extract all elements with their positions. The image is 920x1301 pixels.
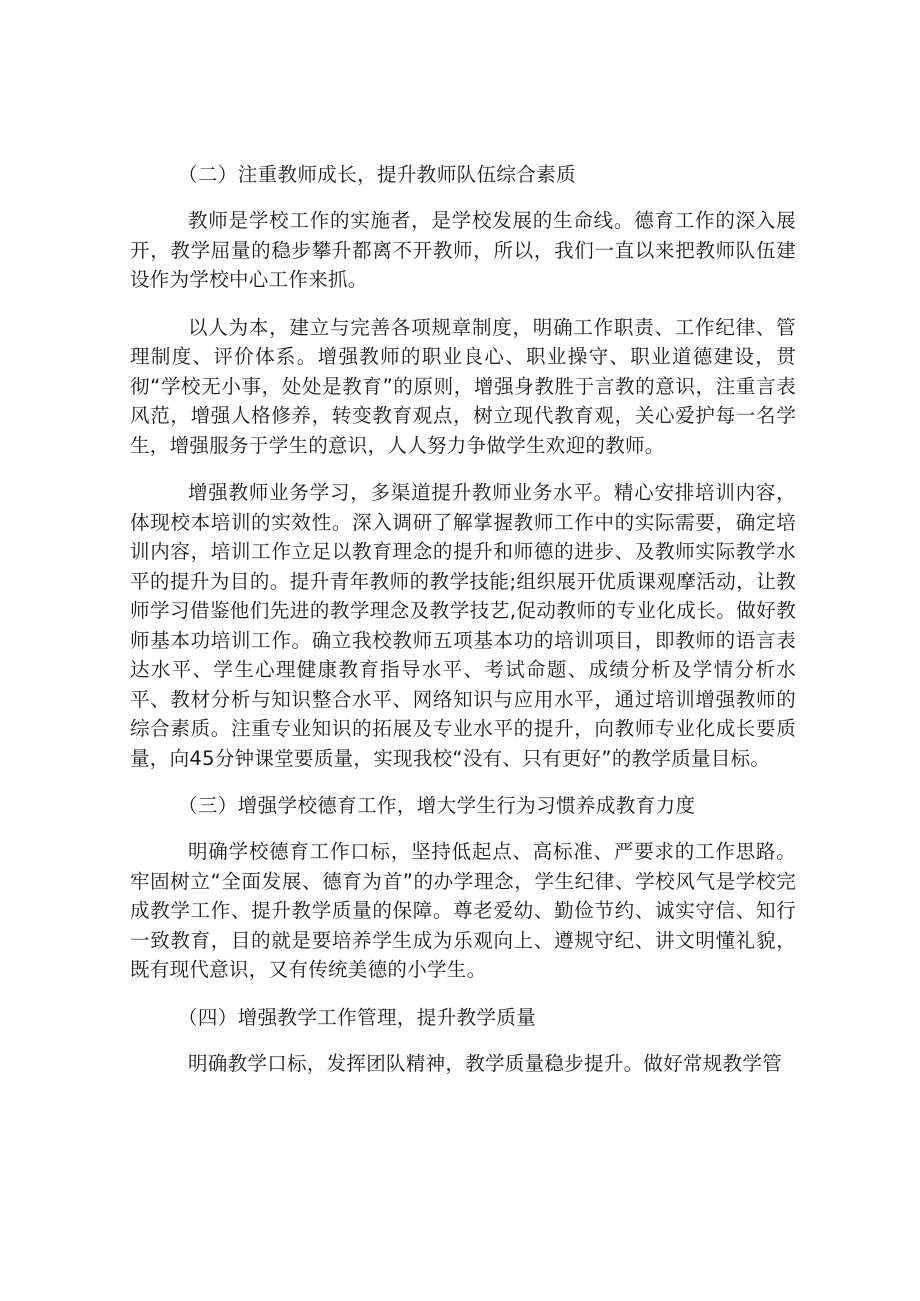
paragraph: 教师是学校工作的实施者，是学校发展的生命线。德育工作的深入展开，教学屈量的稳步攀升都离不开教师，所以，我们一直以来把教师队伍建设作为学校中心工作来抓。 [130, 209, 796, 291]
document-body [130, 160, 796, 1078]
paragraph: 增强教师业务学习，多渠道提升教师业务水平。精心安排培训内容，体现校本培训的实效性。深入调研了解掌握教师工作中的实际需要，确定培训内容，培训工作立足以教育理念的提升和师德的进步、及教师实际教学水平的提升为目的。提升青年教师的教学技能;组织展开优质课观摩活动，让教师学习借鉴他们先进的教学理念及教学技艺,促动教师的专业化成长。做好教师基本功培训工作。确立我校教师五项基本功的培训项目，即教师的语言表达水平、学生心理健康教育指导水平、考试命题、成绩分析及学情分析水平、教材分析与知识整合水平、网络知识与应用水平，通过培训增强教师的综合素质。注重专业知识的拓展及专业水平的提升，向教师专业化成长要质量，向45分钟课堂要质量，实现我校“没有、只有更好”的教学质量目标。 [130, 481, 796, 770]
paragraph: 明确学校德育工作口标，坚持低起点、高标准、严要求的工作思路。牢固树立“全面发展、德育为首”的办学理念，学生纪律、学校风气是学校完成教学工作、提升教学质量的保障。尊老爱幼、勤俭节约、诚实守信、知行一致教育，目的就是要培养学生成为乐观向上、遵规守纪、讲文明懂礼貌，既有现代意识，又有传统美德的小学生。 [130, 840, 796, 981]
paragraph: 以人为本，建立与完善各项规章制度，明确工作职责、工作纪律、管理制度、评价体系。增强教师的职业良心、职业操守、职业道德建设，贯彻“学校无小事，处处是教育”的原则，增强身教胜于言教的意识，注重言表风范，增强人格修养，转变教育观点，树立现代教育观，关心爱护每一名学生，增强服务于学生的意识，人人努力争做学生欢迎的教师。 [130, 315, 796, 457]
paragraph: 明确教学口标，发挥团队精神，教学质量稳步提升。做好常规教学管 [188, 1051, 783, 1075]
section-heading-3: （三）增强学校德育工作，增大学生行为习惯养成教育力度 [178, 794, 696, 817]
section-heading-4: （四）增强教学工作管理，提升教学质量 [178, 1005, 537, 1029]
section-heading-2: （二）注重教师成长，提升教师队伍综合素质 [178, 163, 577, 186]
